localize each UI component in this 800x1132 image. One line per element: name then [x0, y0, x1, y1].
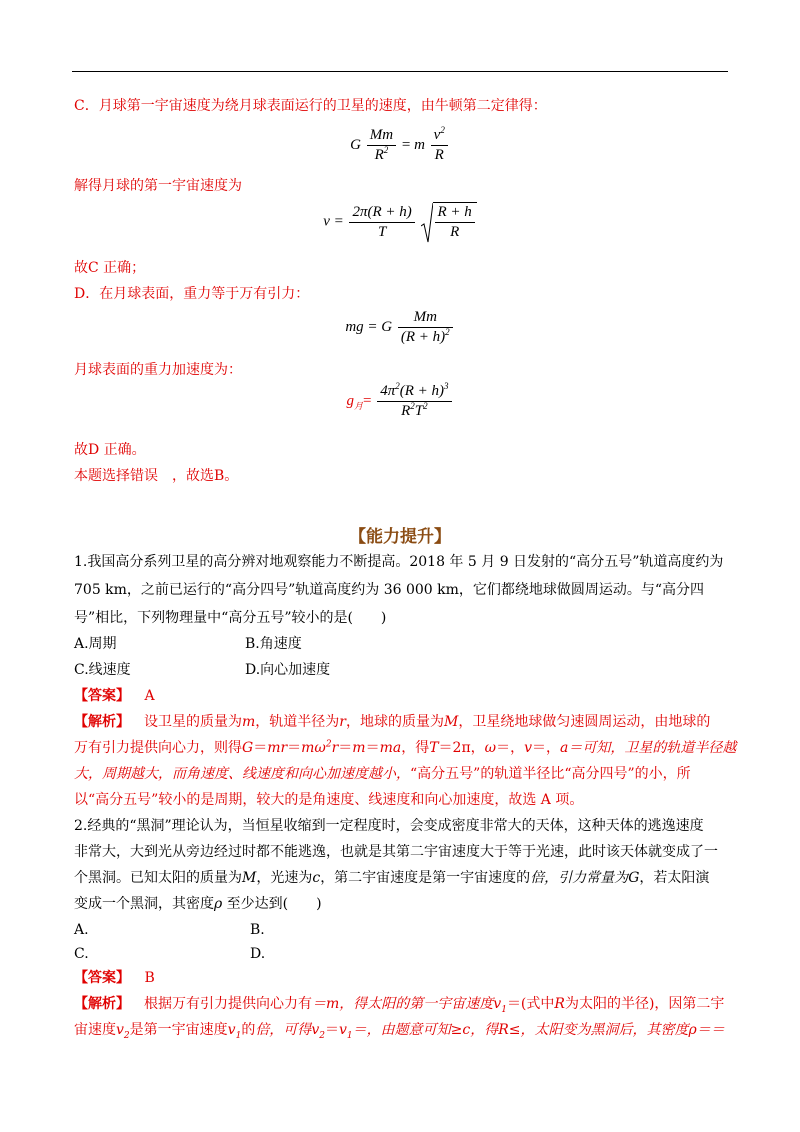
- q2-answer-value: B: [144, 970, 155, 986]
- q2-analysis-text: 2: [123, 1030, 130, 1041]
- f1-rhs-coef: m: [414, 136, 425, 153]
- q1-analysis-text: ＝: [287, 740, 302, 756]
- f1-rhs-num-v: v: [433, 127, 441, 143]
- q2-analysis-line-2: [74, 1020, 725, 1040]
- f2-sqrt-fraction: [435, 203, 475, 242]
- q1-omega-term: $m\omega^2r$: [301, 739, 339, 756]
- f4-num-a: 4π: [380, 383, 396, 399]
- q1-analysis-text: “高分五号”的轨道半径比“高分四号”的小，所: [410, 766, 691, 782]
- formula-gravity-centripetal: [0, 126, 800, 165]
- q2-analysis-text: 1: [235, 1030, 242, 1041]
- q1-option-a: A.周期: [74, 636, 117, 652]
- q1-analysis-text: ＝可知，卫星的轨道半径越: [568, 740, 737, 756]
- q1-analysis-text: ＝: [365, 740, 380, 756]
- q2-analysis-text: ＝，由题意可知≥c，得: [352, 1022, 499, 1038]
- q2-var-R: R: [498, 1022, 509, 1038]
- f4-lhs-g: g: [346, 392, 354, 409]
- q2-analysis-text: v: [311, 1022, 320, 1038]
- q1-analysis-line-3: [74, 764, 691, 784]
- q2-analysis-text: v: [227, 1022, 236, 1038]
- q1-analysis-text: mω: [301, 740, 326, 756]
- q1-analysis-text: ，轨道半径为: [255, 714, 340, 730]
- f3-fraction: [398, 308, 453, 347]
- q2-analysis-text: ≤，太阳变为黑洞后，其密度ρ＝＝: [508, 1022, 725, 1038]
- q1-analysis-text: ，卫星绕地球做匀速圆周运动，由地球的: [458, 714, 711, 730]
- q2-analysis-text: ＝: [324, 1022, 339, 1038]
- q1-analysis-text: r: [331, 740, 339, 756]
- f2-sqrt-den: R: [450, 224, 460, 240]
- q2-v2b: [311, 1022, 325, 1041]
- q1-analysis-text: ＝2π，: [438, 740, 485, 756]
- header-rule: [72, 71, 728, 72]
- q2-text: 个黑洞。已知太阳的质量为: [74, 870, 242, 886]
- q2-line-1: 2.经典的“黑洞”理论认为，当恒星收缩到一定程度时，会变成密度非常大的天体，这种天体的逃逸速度: [74, 818, 704, 834]
- q2-analysis-text: v: [493, 996, 502, 1012]
- q2-text: ，第二宇宙速度是第一宇宙速度的: [320, 870, 531, 886]
- formula-moon-gravity-acceleration: [0, 382, 800, 421]
- q2-text: ，光速为: [256, 870, 313, 886]
- q2-line-3: [74, 868, 709, 888]
- q2-analysis-text: 1: [501, 1004, 507, 1015]
- q2-line-4: [74, 894, 322, 914]
- f4-den-t: T: [414, 403, 424, 419]
- f2-num: 2π(R + h): [349, 203, 414, 223]
- q2-analysis-text: ＝m，得太阳的第一宇宙速度: [312, 996, 494, 1012]
- q1-analysis-text: ＝: [253, 740, 268, 756]
- q1-analysis-text: 万有引力提供向心力，则得: [74, 740, 242, 756]
- f3-num: Mm: [398, 308, 453, 328]
- q1-analysis-text: ＝: [338, 740, 353, 756]
- q1-analysis-text: m: [352, 740, 366, 756]
- f1-rhs-den: R: [434, 147, 444, 163]
- q2-analysis-label: 【解析】: [74, 996, 130, 1012]
- q1-var-a: a: [560, 740, 569, 756]
- f4-fraction: [377, 382, 451, 421]
- q2-text: 变成一个黑洞，其密度: [74, 896, 214, 912]
- q1-analysis-text: mr: [267, 740, 288, 756]
- q1-option-d: D.向心加速度: [245, 662, 331, 678]
- q2-analysis-text: v: [116, 1022, 124, 1038]
- q2-var-rho: ρ: [214, 896, 223, 912]
- f2-lhs: v =: [323, 213, 344, 230]
- q2-text: 倍，引力常量为: [530, 870, 629, 886]
- option-d-intro: D．在月球表面，重力等于万有引力：: [74, 286, 310, 302]
- q1-analysis-text: ＝，: [532, 740, 560, 756]
- q1-analysis-text: ，得: [401, 740, 430, 756]
- q1-analysis-label: 【解析】: [74, 714, 130, 730]
- f1-lhs-fraction: [367, 126, 396, 165]
- f1-coef-g: G: [350, 136, 362, 153]
- q1-option-b: B.角速度: [245, 636, 302, 652]
- q2-answer-row: [74, 968, 155, 988]
- q2-analysis-text: v: [338, 1022, 347, 1038]
- q1-line-2: 705 km，之前已运行的“高分四号”轨道高度约为 36 000 km，它们都绕地球做圆周运动。与“高分四: [74, 582, 705, 598]
- q1-var-G: G: [242, 740, 254, 756]
- f4-equals: =: [363, 392, 372, 409]
- q1-analysis-text: 大，周期越大，而角速度、线速度和向心加速度越小，: [74, 766, 410, 782]
- f1-rhs-num: $v^2$: [431, 126, 448, 146]
- f3-den: $(R + h)^2$: [400, 327, 450, 345]
- q2-analysis-text: 宙速度: [74, 1022, 116, 1038]
- f4-num-b: (R + h): [399, 383, 445, 399]
- q2-var-M: M: [242, 870, 257, 886]
- q2-v1b: [227, 1022, 242, 1041]
- q1-analysis-line-1: [74, 712, 710, 732]
- g-intro: 月球表面的重力加速度为：: [74, 362, 242, 378]
- q2-v1c: [338, 1022, 353, 1041]
- formula-first-cosmic-velocity: [0, 202, 800, 242]
- q2-v2: [116, 1022, 130, 1041]
- q2-analysis-text: 倍，可得: [255, 1022, 312, 1038]
- q1-analysis-line-2: [74, 738, 736, 758]
- q2-option-a: A.: [74, 922, 89, 938]
- radical-sign-icon: [421, 202, 433, 244]
- q2-var-R: R: [554, 996, 565, 1012]
- q1-var-omega: ω: [484, 740, 497, 756]
- f1-equals: =: [401, 136, 411, 153]
- q1-answer-row: [74, 686, 155, 706]
- q2-answer-label: 【答案】: [74, 970, 130, 986]
- q1-line-3: 号”相比，下列物理量中“高分五号”较小的是( ): [74, 610, 387, 626]
- f4-lhs: [346, 393, 371, 409]
- q1-answer-label: 【答案】: [74, 688, 130, 704]
- q2-text: 至少达到( ): [222, 896, 322, 912]
- f4-lhs-sub: 月: [353, 400, 363, 411]
- q2-analysis-text: ＝(式中: [506, 996, 555, 1012]
- f2-sqrt-num: R + h: [435, 203, 475, 223]
- section-heading: 【能力提升】: [349, 527, 451, 547]
- f1-lhs-den: $R^2$: [374, 145, 389, 163]
- q2-analysis-text: 2: [319, 1030, 325, 1041]
- f1-lhs-num: Mm: [367, 126, 396, 146]
- f4-den: $R^2T^2$: [401, 401, 428, 419]
- f2-fraction: [349, 203, 414, 242]
- f3-lhs: mg = G: [345, 318, 393, 335]
- q2-v1: [493, 996, 507, 1015]
- conclusion: 本题选择错误 ，故选B。: [74, 468, 239, 484]
- q1-var-M: M: [443, 714, 459, 730]
- solve-intro: 解得月球的第一宇宙速度为: [74, 178, 242, 194]
- q2-analysis-text: 1: [346, 1030, 353, 1041]
- q2-var-G: G: [628, 870, 640, 886]
- q2-text: ，若太阳演: [639, 870, 710, 886]
- q2-var-c: c: [312, 870, 321, 886]
- q2-option-d: D.: [250, 946, 266, 962]
- q2-analysis-text: 为太阳的半径)，因第二宇: [564, 996, 725, 1012]
- q1-var-v: v: [524, 740, 532, 756]
- f3-den-text: (R + h): [400, 329, 446, 345]
- q2-analysis-line-1: [74, 994, 724, 1014]
- option-c-correct: 故C 正确；: [74, 260, 146, 276]
- f1-lhs-den-r: R: [374, 147, 384, 163]
- f1-rhs-fraction: [431, 126, 448, 165]
- q2-option-b: B.: [250, 922, 265, 938]
- q1-answer-value: A: [144, 688, 155, 704]
- f4-den-r: R: [401, 403, 411, 419]
- q1-line-1: 1.我国高分系列卫星的高分辨对地观察能力不断提高。2018 年 5 月 9 日发射的“高分五号”轨道高度约为: [74, 554, 724, 570]
- f2-den: T: [377, 223, 387, 240]
- q1-analysis-text: ＝，: [496, 740, 525, 756]
- q1-var-r: r: [339, 714, 346, 730]
- q2-analysis-text: 是第一宇宙速度: [129, 1022, 228, 1038]
- option-d-correct: 故D 正确。: [74, 442, 146, 458]
- sqrt-symbol: [421, 202, 477, 242]
- q2-line-2: 非常大，大到光从旁边经过时都不能逃逸，也就是其第二宇宙速度大于等于光速，此时该天体就变成了一: [74, 844, 718, 860]
- q2-analysis-text: 根据万有引力提供向心力有: [144, 996, 312, 1012]
- q1-analysis-text: ，地球的质量为: [345, 714, 444, 730]
- q2-option-c: C.: [74, 946, 89, 962]
- q1-var-m: m: [242, 714, 256, 730]
- f4-num: $4\pi^2(R + h)^3$: [377, 382, 451, 402]
- q1-option-c: C.线速度: [74, 662, 131, 678]
- q2-analysis-text: 的: [241, 1022, 256, 1038]
- q1-analysis-line-4: 以“高分五号”较小的是周期，较大的是角速度、线速度和向心加速度，故选 A 项。: [74, 792, 584, 808]
- option-c-intro: C．月球第一宇宙速度为绕月球表面运行的卫星的速度，由牛顿第二定律得：: [74, 98, 547, 114]
- q1-analysis-text: 设卫星的质量为: [144, 714, 242, 730]
- q1-analysis-text: ma: [379, 740, 402, 756]
- q1-var-T: T: [429, 740, 439, 756]
- formula-surface-gravity: [0, 308, 800, 347]
